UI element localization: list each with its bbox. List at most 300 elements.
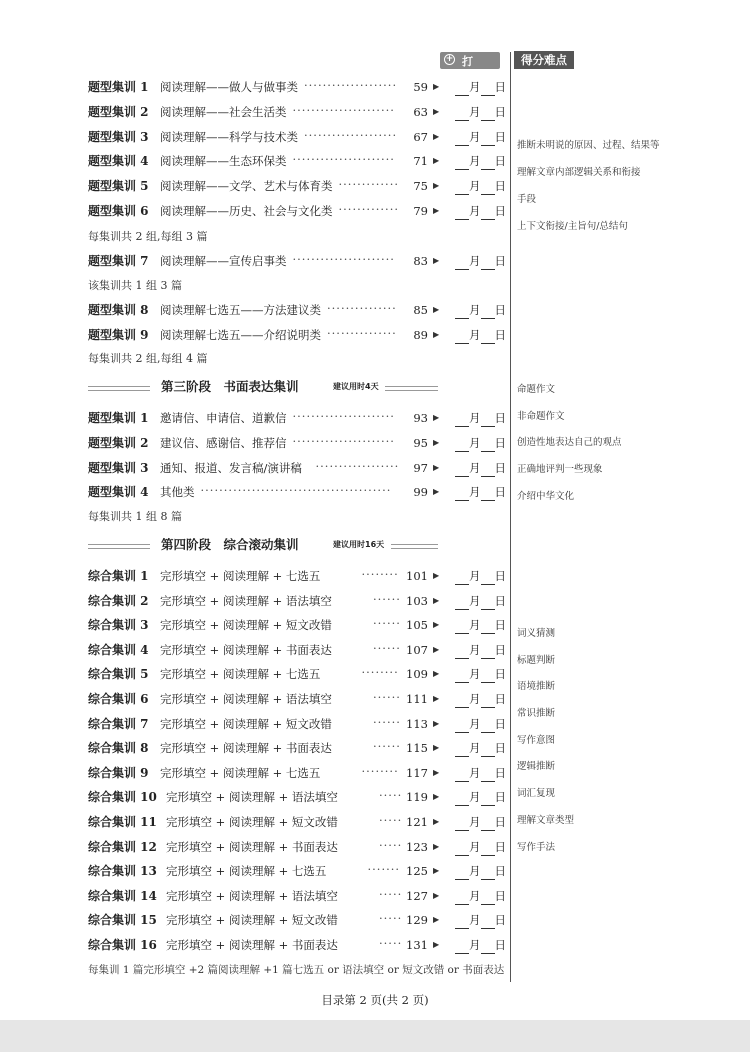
leader-dots: ······· (367, 862, 401, 877)
day-label: 日 (494, 815, 506, 829)
page-number: 103 (406, 593, 428, 608)
row-title: 完形填空 + 阅读理解 + 语法填空 (166, 888, 338, 903)
day-label: 日 (494, 435, 506, 450)
side-note: 常识推断 (517, 708, 556, 719)
day-blank[interactable] (481, 916, 495, 929)
month-label: 月 (469, 569, 481, 583)
page-number: 85 (413, 303, 428, 317)
month-label: 月 (469, 765, 481, 780)
day-blank[interactable] (481, 941, 495, 954)
page-footer: 目录第 2 页(共 2 页) (321, 993, 429, 1007)
month-blank[interactable] (455, 646, 469, 659)
month-label: 月 (469, 864, 481, 879)
day-label: 日 (494, 204, 506, 218)
leader-dots: ····· (379, 886, 403, 901)
month-label: 月 (469, 839, 481, 854)
day-blank[interactable] (481, 818, 495, 831)
row-title: 完形填空 + 阅读理解 + 语法填空 (160, 593, 332, 608)
date-field[interactable] (455, 103, 509, 121)
side-note: 推断未明说的原因、过程、结果等 (517, 140, 660, 151)
day-blank[interactable] (481, 306, 495, 319)
row-title: 阅读理解——社会生活类 (160, 104, 287, 119)
triangle-right-icon: ▶ (433, 256, 440, 265)
checkin-badge (440, 52, 500, 84)
month-blank[interactable] (455, 133, 469, 146)
row-label: 题型集训 7 (88, 254, 149, 268)
leader-dots: ···················· (304, 127, 398, 142)
month-label: 月 (469, 642, 481, 657)
leader-dots: ··············· (327, 301, 397, 315)
month-label: 月 (469, 179, 481, 194)
leader-dots: ············· (338, 202, 400, 216)
month-label: 月 (469, 888, 481, 903)
date-field[interactable] (455, 483, 509, 501)
date-field[interactable] (455, 567, 509, 585)
month-blank[interactable] (455, 867, 469, 880)
page-number: 93 (413, 411, 428, 425)
month-label: 月 (469, 667, 481, 682)
row-label: 题型集训 4 (88, 154, 149, 169)
date-field[interactable] (455, 739, 509, 757)
month-blank[interactable] (455, 414, 469, 427)
section-note: 每集训共 2 组,每组 3 篇 (88, 230, 208, 243)
row-title: 完形填空 + 阅读理解 + 短文改错 (160, 618, 332, 633)
row-label: 综合集训 6 (88, 692, 149, 706)
triangle-right-icon: ▶ (433, 669, 440, 679)
row-title: 阅读理解七选五——方法建议类 (160, 303, 321, 317)
row-title: 完形填空 + 阅读理解 + 七选五 (160, 569, 321, 583)
month-label: 月 (469, 938, 481, 952)
date-field[interactable] (455, 177, 509, 195)
day-label: 日 (494, 569, 506, 583)
row-title: 完形填空 + 阅读理解 + 书面表达 (160, 642, 332, 657)
day-blank[interactable] (481, 621, 495, 634)
day-blank[interactable] (481, 572, 495, 585)
day-label: 日 (494, 303, 506, 317)
day-blank[interactable] (481, 695, 495, 708)
triangle-right-icon: ▶ (433, 718, 440, 728)
date-field[interactable] (455, 202, 509, 220)
month-blank[interactable] (455, 108, 469, 121)
date-field[interactable] (455, 838, 509, 856)
date-field[interactable] (455, 128, 509, 146)
month-blank[interactable] (455, 464, 469, 477)
side-note: 非命题作文 (517, 411, 565, 422)
month-blank[interactable] (455, 720, 469, 733)
row-title: 完形填空 + 阅读理解 + 短文改错 (160, 716, 332, 731)
leader-dots: ······ (373, 616, 401, 631)
month-blank[interactable] (455, 182, 469, 195)
day-blank[interactable] (481, 464, 495, 477)
date-field[interactable] (455, 301, 509, 319)
month-blank[interactable] (455, 670, 469, 683)
day-label: 日 (494, 485, 506, 500)
date-field[interactable] (455, 434, 509, 452)
month-label: 月 (469, 435, 481, 450)
day-blank[interactable] (481, 670, 495, 683)
triangle-right-icon: ▶ (433, 940, 440, 949)
page-number: 107 (406, 642, 428, 657)
leader-dots: ···················· (304, 78, 398, 92)
day-label: 日 (494, 741, 506, 756)
page-number: 125 (406, 864, 428, 879)
month-blank[interactable] (455, 488, 469, 501)
side-note: 写作手法 (517, 842, 556, 853)
section-note: 每集训共 2 组,每组 4 篇 (88, 352, 208, 365)
day-label: 日 (494, 765, 506, 780)
month-label: 月 (469, 741, 481, 756)
day-blank[interactable] (481, 892, 495, 905)
month-blank[interactable] (455, 621, 469, 634)
row-label: 综合集训 15 (88, 913, 157, 928)
page-number: 111 (406, 692, 428, 706)
month-label: 月 (469, 204, 481, 218)
month-label: 月 (469, 790, 481, 805)
day-label: 日 (494, 411, 506, 425)
month-label: 月 (469, 303, 481, 317)
day-blank[interactable] (481, 867, 495, 880)
stage-four-heading (88, 535, 438, 555)
month-label: 月 (469, 913, 481, 928)
day-label: 日 (494, 864, 506, 879)
row-title: 阅读理解——历史、社会与文化类 (160, 204, 333, 218)
triangle-right-icon: ▶ (433, 792, 440, 802)
page-number: 95 (413, 435, 428, 450)
month-blank[interactable] (455, 818, 469, 831)
leader-dots: ······················ (292, 409, 395, 423)
triangle-right-icon: ▶ (433, 181, 440, 191)
row-title: 完形填空 + 阅读理解 + 语法填空 (166, 790, 338, 805)
day-label: 日 (494, 692, 506, 706)
month-label: 月 (469, 716, 481, 731)
row-title: 阅读理解——做人与做事类 (160, 80, 298, 94)
page-number: 79 (413, 204, 428, 218)
row-title: 阅读理解——科学与技术类 (160, 129, 298, 144)
day-blank[interactable] (481, 488, 495, 501)
row-label: 综合集训 14 (88, 888, 157, 903)
month-label: 月 (469, 129, 481, 144)
triangle-right-icon: ▶ (433, 437, 440, 447)
row-title: 完形填空 + 阅读理解 + 短文改错 (166, 815, 338, 829)
row-title: 邀请信、申请信、道歉信 (160, 411, 287, 425)
stage-title: 第三阶段 书面表达集训 (161, 379, 299, 394)
month-label: 月 (469, 815, 481, 829)
month-label: 月 (469, 411, 481, 425)
leader-dots: ········································· (200, 483, 392, 498)
month-label: 月 (469, 593, 481, 608)
row-title: 完形填空 + 阅读理解 + 七选五 (166, 864, 327, 879)
row-label: 题型集训 6 (88, 204, 149, 218)
row-title: 完形填空 + 阅读理解 + 语法填空 (160, 692, 332, 706)
date-field[interactable] (455, 616, 509, 634)
month-blank[interactable] (455, 916, 469, 929)
triangle-right-icon: ▶ (433, 817, 440, 826)
date-field[interactable] (455, 152, 509, 170)
triangle-right-icon: ▶ (433, 156, 440, 166)
row-label: 综合集训 4 (88, 642, 149, 657)
triangle-right-icon: ▶ (433, 131, 440, 141)
page-number: 117 (406, 765, 428, 780)
date-field[interactable] (455, 862, 509, 880)
triangle-right-icon: ▶ (433, 841, 440, 851)
date-field[interactable] (455, 641, 509, 659)
day-blank[interactable] (481, 207, 495, 220)
month-blank[interactable] (455, 597, 469, 610)
row-label: 题型集训 2 (88, 104, 149, 119)
day-label: 日 (494, 104, 506, 119)
row-title: 完形填空 + 阅读理解 + 书面表达 (166, 839, 338, 854)
date-field[interactable] (455, 911, 509, 929)
side-note: 写作意图 (517, 735, 556, 746)
triangle-right-icon: ▶ (433, 620, 440, 630)
leader-dots: ······················ (292, 433, 395, 448)
day-label: 日 (494, 716, 506, 731)
row-title: 完形填空 + 阅读理解 + 短文改错 (166, 913, 338, 928)
date-field[interactable] (455, 409, 509, 427)
month-blank[interactable] (455, 207, 469, 220)
row-label: 题型集训 9 (88, 327, 149, 342)
day-label: 日 (494, 460, 506, 475)
leader-dots: ····· (379, 911, 403, 926)
page-number: 101 (406, 569, 428, 583)
row-label: 综合集训 10 (88, 790, 157, 805)
row-title: 完形填空 + 阅读理解 + 七选五 (160, 765, 321, 780)
day-label: 日 (494, 154, 506, 169)
row-label: 综合集训 11 (88, 815, 157, 829)
leader-dots: ········ (361, 567, 399, 581)
row-label: 综合集训 8 (88, 741, 149, 756)
side-note: 词义猜测 (517, 628, 556, 639)
date-field[interactable] (455, 78, 509, 96)
day-blank[interactable] (481, 157, 495, 170)
row-label: 综合集训 13 (88, 864, 157, 879)
row-label: 综合集训 2 (88, 593, 149, 608)
leader-dots: ······················ (292, 152, 395, 167)
row-title: 阅读理解——宣传启事类 (160, 254, 287, 268)
month-label: 月 (469, 618, 481, 633)
row-label: 综合集训 3 (88, 618, 149, 633)
row-title: 完形填空 + 阅读理解 + 书面表达 (160, 741, 332, 756)
page-number: 109 (406, 667, 428, 682)
row-title: 建议信、感谢信、推荐信 (160, 435, 287, 450)
page-number: 67 (413, 129, 428, 144)
triangle-right-icon: ▶ (433, 305, 440, 314)
row-label: 综合集训 16 (88, 938, 157, 952)
plus-circle-icon: + (445, 54, 454, 64)
page-number: 75 (413, 179, 428, 194)
page-number: 99 (413, 485, 428, 500)
month-blank[interactable] (455, 157, 469, 170)
row-label: 题型集训 1 (88, 80, 149, 94)
row-label: 题型集训 2 (88, 435, 149, 450)
side-note: 语境推断 (517, 681, 556, 692)
page-number: 105 (406, 618, 428, 633)
day-label: 日 (494, 593, 506, 608)
row-title: 其他类 (160, 485, 195, 500)
triangle-right-icon: ▶ (433, 866, 440, 876)
triangle-right-icon: ▶ (433, 82, 440, 91)
month-blank[interactable] (455, 572, 469, 585)
triangle-right-icon: ▶ (433, 106, 440, 116)
leader-dots: ······ (373, 591, 401, 606)
day-label: 日 (494, 618, 506, 633)
month-blank[interactable] (455, 793, 469, 806)
row-title: 通知、报道、发言稿/演讲稿 (160, 460, 302, 475)
month-label: 月 (469, 154, 481, 169)
row-label: 综合集训 5 (88, 667, 149, 682)
stage-suggest-time: 建议用时4天 (333, 382, 379, 391)
month-label: 月 (469, 254, 481, 268)
day-blank[interactable] (481, 439, 495, 452)
day-label: 日 (494, 179, 506, 194)
month-blank[interactable] (455, 892, 469, 905)
day-label: 日 (494, 642, 506, 657)
leader-dots: ····· (379, 837, 403, 852)
month-blank[interactable] (455, 695, 469, 708)
section-note: 每集训共 1 组 8 篇 (88, 510, 182, 523)
side-note: 逻辑推断 (517, 761, 556, 772)
side-note: 正确地评判一些现象 (517, 464, 603, 475)
day-blank[interactable] (481, 133, 495, 146)
date-field[interactable] (455, 887, 509, 905)
leader-dots: ····· (379, 936, 403, 950)
row-label: 综合集训 1 (88, 569, 149, 583)
leader-dots: ······················ (292, 102, 395, 117)
day-blank[interactable] (481, 769, 495, 782)
day-label: 日 (494, 790, 506, 805)
triangle-right-icon: ▶ (433, 694, 440, 703)
leader-dots: ····· (379, 788, 403, 803)
leader-dots: ······ (373, 739, 401, 754)
month-blank[interactable] (455, 744, 469, 757)
month-label: 月 (469, 80, 481, 94)
page-number: 63 (413, 104, 428, 119)
row-label: 题型集训 5 (88, 179, 149, 194)
month-label: 月 (469, 692, 481, 706)
row-label: 题型集训 3 (88, 460, 149, 475)
month-blank[interactable] (455, 83, 469, 96)
month-blank[interactable] (455, 769, 469, 782)
triangle-right-icon: ▶ (433, 462, 440, 472)
date-field[interactable] (455, 459, 509, 477)
day-label: 日 (494, 913, 506, 928)
leader-dots: ····· (379, 813, 403, 827)
day-blank[interactable] (481, 597, 495, 610)
month-label: 月 (469, 327, 481, 342)
page-number: 119 (406, 790, 428, 805)
hard-points-header: 得分难点 (514, 51, 574, 69)
month-blank[interactable] (455, 306, 469, 319)
side-note: 标题判断 (517, 655, 556, 666)
day-blank[interactable] (481, 843, 495, 856)
side-note: 创造性地表达自己的观点 (517, 437, 622, 448)
row-label: 综合集训 7 (88, 716, 149, 731)
side-note: 介绍中华文化 (517, 491, 575, 502)
date-field[interactable] (455, 665, 509, 683)
day-label: 日 (494, 667, 506, 682)
leader-dots: ······················ (292, 252, 395, 266)
month-blank[interactable] (455, 439, 469, 452)
date-field[interactable] (455, 764, 509, 782)
page-number: 115 (406, 741, 428, 756)
checkin-label: 打 卡 (462, 55, 479, 84)
row-label: 综合集训 12 (88, 839, 157, 854)
month-label: 月 (469, 460, 481, 475)
month-blank[interactable] (455, 331, 469, 344)
date-field[interactable] (455, 690, 509, 708)
side-note: 手段 (517, 194, 537, 205)
date-field[interactable] (455, 813, 509, 831)
day-blank[interactable] (481, 331, 495, 344)
section-note: 该集训共 1 组 3 篇 (88, 279, 182, 292)
triangle-right-icon: ▶ (433, 571, 440, 580)
day-blank[interactable] (481, 257, 495, 270)
day-label: 日 (494, 254, 506, 268)
date-field[interactable] (455, 715, 509, 733)
leader-dots: ······ (373, 640, 401, 655)
page-number: 131 (406, 938, 428, 952)
date-field[interactable] (455, 936, 509, 954)
row-label: 题型集训 3 (88, 129, 149, 144)
day-label: 日 (494, 327, 506, 342)
day-blank[interactable] (481, 793, 495, 806)
row-title: 完形填空 + 阅读理解 + 七选五 (160, 667, 321, 682)
day-label: 日 (494, 938, 506, 952)
month-label: 月 (469, 485, 481, 500)
leader-dots: ········ (361, 665, 399, 680)
triangle-right-icon: ▶ (433, 413, 440, 422)
side-note: 上下文衔接/主旨句/总结句 (517, 221, 628, 232)
triangle-right-icon: ▶ (433, 915, 440, 925)
day-blank[interactable] (481, 108, 495, 121)
leader-dots: ······ (373, 690, 401, 704)
side-note: 理解文章类型 (517, 815, 575, 826)
day-blank[interactable] (481, 744, 495, 757)
day-blank[interactable] (481, 83, 495, 96)
row-title: 完形填空 + 阅读理解 + 书面表达 (166, 938, 338, 952)
day-label: 日 (494, 129, 506, 144)
page-number: 97 (413, 460, 428, 475)
day-blank[interactable] (481, 414, 495, 427)
triangle-right-icon: ▶ (433, 644, 440, 654)
stage-suggest-time: 建议用时16天 (333, 540, 385, 549)
date-field[interactable] (455, 252, 509, 270)
date-field[interactable] (455, 592, 509, 610)
triangle-right-icon: ▶ (433, 767, 440, 777)
page-number: 71 (413, 154, 428, 169)
date-field[interactable] (455, 788, 509, 806)
triangle-right-icon: ▶ (433, 487, 440, 497)
section-note: 每集训 1 篇完形填空 +2 篇阅读理解 +1 篇七选五 or 语法填空 or 短文改错 or 书面表达 (88, 964, 505, 976)
month-label: 月 (469, 104, 481, 119)
leader-dots: ··············· (327, 325, 397, 340)
month-blank[interactable] (455, 941, 469, 954)
leader-dots: ······ (373, 714, 401, 729)
day-blank[interactable] (481, 182, 495, 195)
month-blank[interactable] (455, 257, 469, 270)
stage-three-heading (88, 377, 438, 397)
triangle-right-icon: ▶ (433, 206, 440, 215)
page-number: 127 (406, 888, 428, 903)
triangle-right-icon: ▶ (433, 743, 440, 753)
date-field[interactable] (455, 326, 509, 344)
row-label: 题型集训 8 (88, 303, 149, 317)
month-blank[interactable] (455, 843, 469, 856)
day-blank[interactable] (481, 646, 495, 659)
row-label: 题型集训 1 (88, 411, 149, 425)
day-blank[interactable] (481, 720, 495, 733)
row-title: 阅读理解——文学、艺术与体育类 (160, 179, 333, 194)
